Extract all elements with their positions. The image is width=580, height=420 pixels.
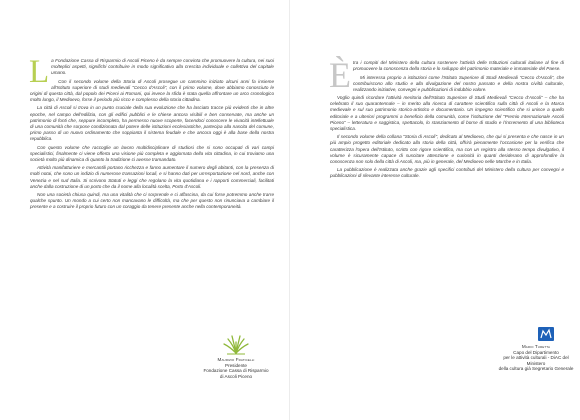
right-paragraph-3: Voglio quindi ricordare l'attività meritoria dell'Istituto Superiore di Studi Medievali "Cecco d'Ascoli" – che ha celebrato il suo quarantennale – in merito alla ricerca di carattere scientifico sulla città di Ascoli e la Marca medievale e sul suo patrimonio storico-artistico e documentario. Un impegno scientifico che si unisce a quello editoriale e a ulteriori programmi a beneficio della comunità, come l'istituzione del "Premio Internazionale Ascoli Piceno" – letteratura e saggistica, spettacolo, lo stanziamento di borse di studio e l'incremento di una biblioteca specialistica. [330, 95, 564, 131]
carisap-logo-icon [221, 333, 251, 355]
right-signature [496, 342, 576, 372]
right-text-block [329, 55, 564, 182]
right-paragraph-5: La pubblicazione è realizzata anche grazie agli specifici contributi del Ministero della cultura per convegni e pubblicazioni di rilevante interesse culturale. [330, 167, 564, 179]
left-paragraph-5: Attività manifatturiere e mercantili portano ricchezza e fanno aumentare il numero degli abitanti, con la presenza di molti notai, che sono un indizio di numerose transazioni locali, e si hanno dati per un'esportazione nel nord, anche con Venezia e nel sud Italia. Si scrivono Statuti e leggi che regolano la vita quotidiana e i rapporti commerciali, facilitati anche dalla costruzione di un porto che da il nome alla località scelta, Porto d'Ascoli. [30, 165, 274, 189]
left-paragraph-4: Con questo volume che raccoglie un lavoro multidisciplinare di studiosi che si sono occupati di vari campi specialistici, finalmente ci viene offerta una visione più completa e aggiornata della vita cittadina, in cui troviamo una società molto più dinamica di quanto la tradizione ci avesse tramandato. [30, 144, 274, 162]
right-signature-org-2: della cultura già Segretario Generale [498, 366, 574, 372]
right-page [290, 0, 580, 420]
left-paragraph-1: La Fondazione Cassa di Risparmio di Ascoli Piceno è da sempre convinta che promuovere la cultura, nei suoi molteplici aspetti, significhi contribuire in modo significativo alla crescita individuale e collettiva del capitale umano. [29, 54, 274, 90]
mic-logo-icon [538, 327, 554, 341]
left-signature-org-2: di Ascoli Piceno [219, 373, 253, 379]
right-signature-role: Capo del Dipartimento [513, 349, 559, 355]
left-paragraph-2: Con il secondo volume della Storia di Ascoli prosegue un cammino iniziato alcuni anni fa insieme all'Istituto superiore di studi medievali "Cecco d'Ascoli", con il primo volume, dove abbiamo conosciuto le origini di questa città, dal popolo dei Piceni ai Romani, qui invece la sfida è stata quella affrontare un arco cronologico molto lungo, il Medioevo, forse il periodo più ricco e complesso della storia cittadina. [30, 78, 274, 103]
right-signature-org-1: per le attività culturali - DiAC del Ministero [503, 355, 569, 366]
right-paragraph-4: Il secondo volume della collana "Storia di Ascoli", dedicato al Medioevo, che qui si presenta e che nasce in un più ampio progetto editoriale dedicato alla storia della città, offrirà pienamente l'occasione per la verifica che caratterizza l'opera dell'Istituto, scritto con rigore scientifico, ma con un registro alla stesso tempo divulgativo, il volume è sicuramente capace di suscitare attenzione e curiosità in quanti desiderano di approfondire la conoscenza non solo della città di Ascoli, ma, più in generale, del Medioevo nelle Marche e in Italia. [330, 134, 564, 164]
left-dropcap: L [29, 54, 50, 90]
left-text-block [29, 54, 274, 213]
right-signature-name: Mario Turetta [521, 344, 551, 349]
left-paragraph-6: Non una società chiusa quindi, ma una vitalità che ci sorprende e ci affascina, da cui forse potremmo anche trarre qualche spunto. Un mondo a cui certo non mancavano le difficoltà, ma che per questo non rinunciava a cambiare il presente e a costruire il proprio futuro con un coraggio da tenere presente anche nella contemporaneità. [30, 192, 274, 210]
left-signature-org-1: Fondazione Cassa di Risparmio [203, 368, 269, 374]
left-signature-role: Presidente [225, 362, 247, 368]
right-dropcap: È [329, 55, 351, 95]
left-signature [198, 333, 274, 379]
right-paragraph-1: Ètra i compiti del Ministero della cultura sostenere l'attività delle Istituzioni culturali italiane al fine di promuovere la conoscenza della storia e lo sviluppo del patrimonio materiale e immateriale del Paese. [329, 55, 564, 95]
left-signature-name: Maurizio Fraticelli [217, 357, 255, 362]
left-paragraph-3: La città di Ascoli si trova in un punto cruciale della sua evoluzione che ha lasciato tracce più evidenti che in altre epoche, nel campo dell'edilizia, con gli edifici pubblici e le chiese ancora visibili e ben conservate, ma anche un patrimonio di fonti che, seppure incompleto, ha permesso nuove scoperte, facendoci conoscere le vivacità intellettuale di una comunità che sorpose condizionata dal potere delle istituzioni ecclesiastiche, partecipa alla nascita del comune, primo passo di un nuovo ordinamento che soppianta il sistema feudale e che ancora oggi è alla base della nostra repubblica. [30, 105, 274, 142]
right-paragraph-2: Mi interessa proprio a istituzioni come l'Istituto Superiore di Studi Medievali "Cecco d'Ascoli", che contribuiscono allo studio e alla divulgazione del nostro passato e della nostra civiltà culturale, realizzando iniziative, convegni e pubblicazioni di indubbio valore. [353, 74, 564, 92]
